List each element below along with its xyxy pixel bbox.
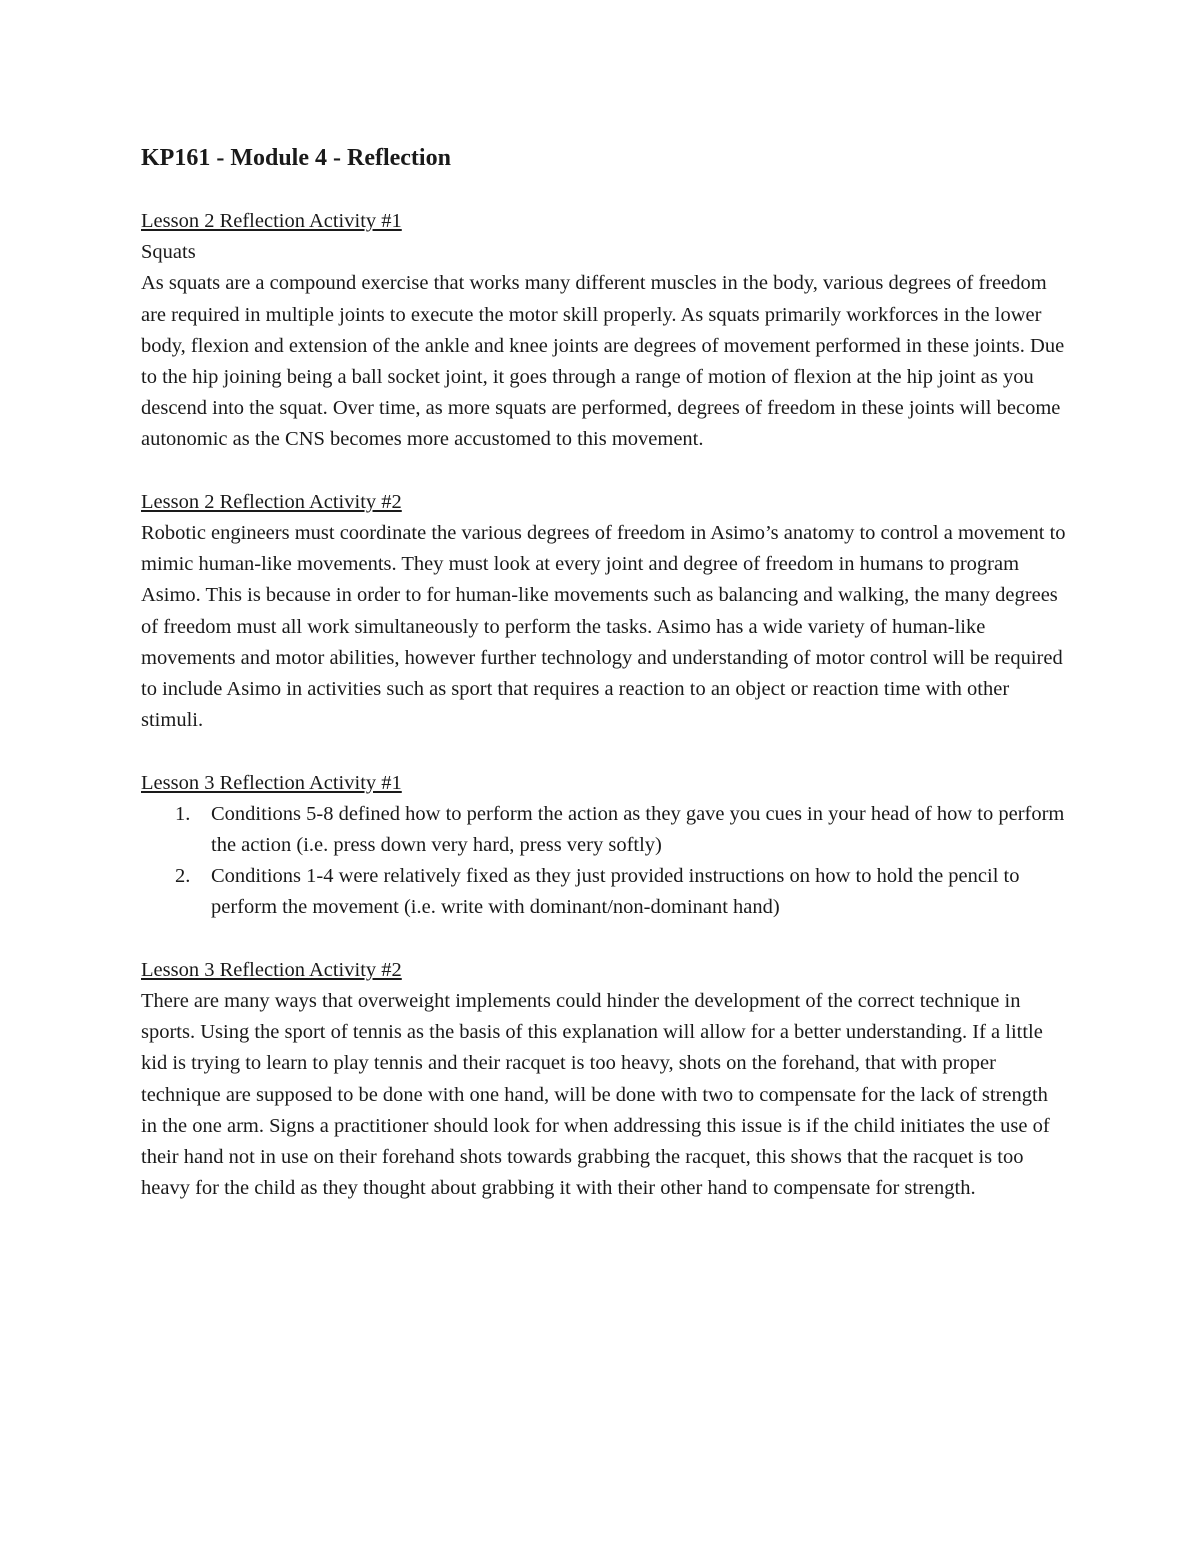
- list-item-number: 2.: [175, 865, 191, 888]
- section-heading: Lesson 2 Reflection Activity #1: [141, 210, 402, 232]
- list-item: [141, 799, 1066, 861]
- list-item-number: 1.: [175, 802, 191, 825]
- list-item-text: Conditions 5-8 defined how to perform the action as they gave you cues in your head of how to perform the action (i.e. press down very hard, press very softly): [211, 802, 1065, 857]
- section-subheading: Squats: [141, 241, 196, 264]
- list-item-text: Conditions 1-4 were relatively fixed as they just provided instructions on how to hold the pencil to perform the movement (i.e. write with dominant/non-dominant hand): [211, 865, 1020, 919]
- section-lesson3-activity1: [141, 768, 1066, 924]
- section-heading: Lesson 3 Reflection Activity #2: [141, 958, 402, 981]
- list-item: [141, 861, 1066, 923]
- section-paragraph: There are many ways that overweight implements could hinder the development of the correct technique in sports. Using the sport of tennis as the basis of this explanation will allow for a better understanding. If a little kid is trying to learn to play tennis and their racquet is too heavy, shots on the forehand, that with proper technique are supposed to be done with one hand, will be done with two to compensate for the lack of strength in the one arm. Signs a practitioner should look for when addressing this issue is if the child initiates the use of their hand not in use on their forehand shots towards grabbing the racquet, this shows that the racquet is too heavy for the child as they thought about grabbing it with their other hand to compensate for strength.: [141, 990, 1050, 1200]
- section-paragraph: Robotic engineers must coordinate the various degrees of freedom in Asimo’s anatomy to control a movement to mimic human-like movements. They must look at every joint and degree of freedom in humans to program Asimo. This is because in order to for human-like movements such as balancing and walking, the many degrees of freedom must all work simultaneously to perform the tasks. Asimo has a wide variety of human-like movements and motor abilities, however further technology and understanding of motor control will be required to include Asimo in activities such as sport that requires a reaction to an object or reaction time with other stimuli.: [141, 522, 1066, 732]
- numbered-list: [141, 799, 1066, 924]
- section-paragraph: As squats are a compound exercise that works many different muscles in the body, various degrees of freedom are required in multiple joints to execute the motor skill properly. As squats primarily workforces in the lower body, flexion and extension of the ankle and knee joints are degrees of movement performed in these joints. Due to the hip joining being a ball socket joint, it goes through a range of motion of flexion at the hip joint as you descend into the squat. Over time, as more squats are performed, degrees of freedom in these joints will become autonomic as the CNS becomes more accustomed to this movement.: [141, 272, 1065, 451]
- section-lesson3-activity2: [141, 955, 1066, 1205]
- section-heading: Lesson 3 Reflection Activity #1: [141, 771, 402, 794]
- document-page: [141, 140, 1066, 1236]
- document-title: KP161 - Module 4 - Reflection: [141, 145, 451, 171]
- section-heading: Lesson 2 Reflection Activity #2: [141, 490, 402, 513]
- section-lesson2-activity1: [141, 206, 1066, 456]
- section-lesson2-activity2: [141, 487, 1066, 737]
